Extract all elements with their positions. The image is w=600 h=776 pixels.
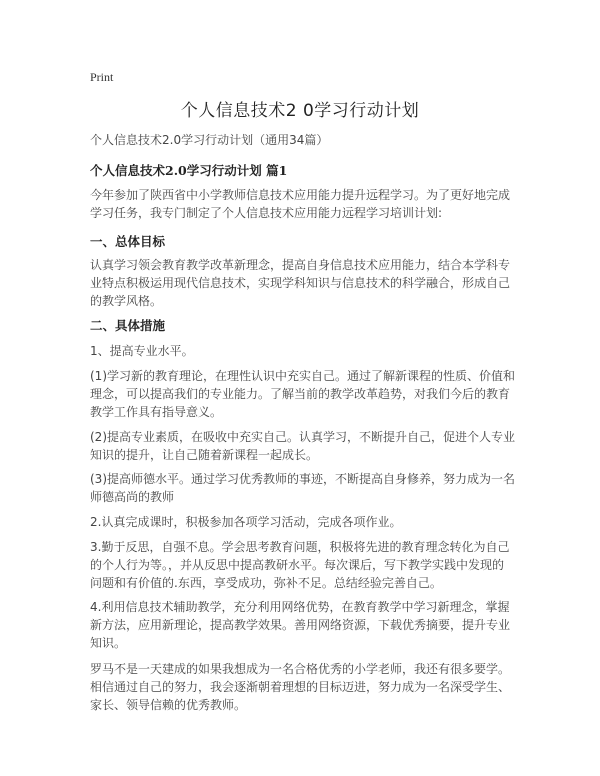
section-title: 个人信息技术2.0学习行动计划 篇1 [90, 163, 288, 178]
measure-4: 4.利用信息技术辅助教学，充分利用网络优势，在教育教学中学习新理念，掌握新方法，应用新理论，提高教学效果。善用网络资源，下载优秀摘要，提升专业知识。 [90, 600, 511, 650]
measure-1a: (1)学习新的教育理论，在理性认识中充实自己。通过了解新课程的性质、价值和理念，可以提高我们的专业能力。了解当前的教学改革趋势，对我们今后的教育教学工作具有指导意义。 [90, 369, 516, 419]
measure-2: 2.认真完成课时，积极参加各项学习活动，完成各项作业。 [90, 515, 402, 529]
goal-paragraph: 认真学习领会教育教学改革新理念，提高自身信息技术应用能力，结合本学科专业特点积极运用现代信息技术，实现学科知识与信息技术的科学融合，形成自己的教学风格。 [90, 258, 511, 308]
page-title: 个人信息技术2 0学习行动计划 [180, 101, 420, 121]
measure-1c: (3)提高师德水平。通过学习优秀教师的事迹，不断提高自身修养，努力成为一名师德高尚的教师 [90, 472, 516, 504]
intro-paragraph: 今年参加了陕西省中小学教师信息技术应用能力提升远程学习。为了更好地完成学习任务，我专门制定了个人信息技术应用能力远程学习培训计划: [90, 188, 511, 220]
document-subtitle: 个人信息技术2.0学习行动计划（通用34篇） [90, 133, 329, 147]
measure-1b: (2)提高专业素质，在吸收中充实自己。认真学习，不断提升自己，促进个人专业知识的提升，让自己随着新课程一起成长。 [90, 430, 516, 462]
heading-overall-goal: 一、总体目标 [90, 234, 166, 249]
measure-3: 3.勤于反思，自强不息。学会思考教育问题，积极将先进的教育理念转化为自己的个人行为等。，并从反思中提高教研水平。每次课后，写下教学实践中发现的问题和有价值的.东西，享受成功，弥补不足。总结经验完善自己。 [90, 540, 510, 590]
closing-paragraph: 罗马不是一天建成的如果我想成为一名合格优秀的小学老师，我还有很多要学。相信通过自己的努力，我会逐渐朝着理想的目标迈进，努力成为一名深受学生、家长、领导信赖的优秀教师。 [90, 662, 511, 712]
heading-specific-measures: 二、具体措施 [90, 318, 166, 333]
print-link[interactable]: Print [90, 70, 114, 84]
measure-1: 1、提高专业水平。 [90, 344, 194, 358]
